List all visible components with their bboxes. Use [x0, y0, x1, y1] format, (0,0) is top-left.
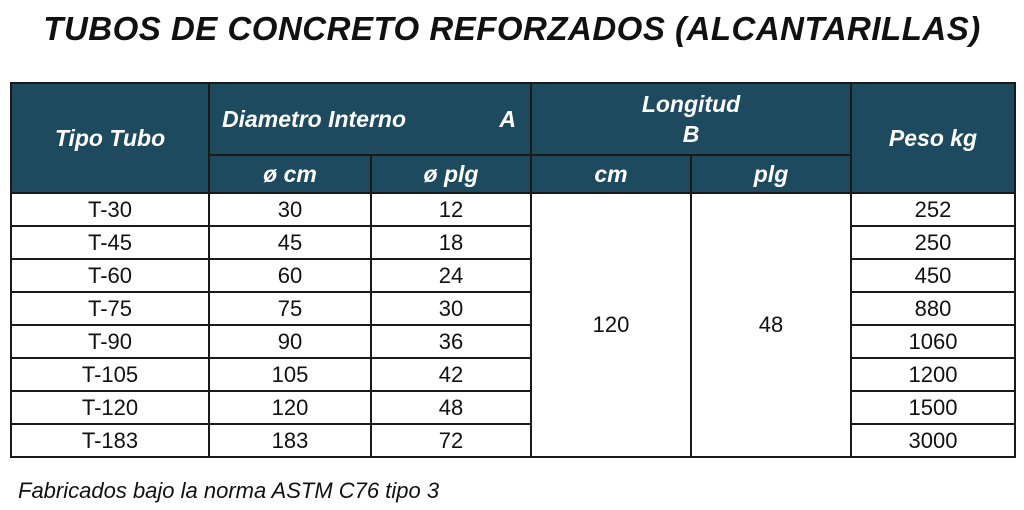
cell-longitud-cm: 120 — [531, 193, 691, 457]
cell-tipo: T-75 — [11, 292, 209, 325]
table-row — [11, 259, 1015, 292]
cell-tipo: T-45 — [11, 226, 209, 259]
cell-diam-plg: 18 — [371, 226, 531, 259]
table-row — [11, 391, 1015, 424]
table-row — [11, 424, 1015, 457]
cell-tipo: T-105 — [11, 358, 209, 391]
cell-diam-cm: 75 — [209, 292, 371, 325]
cell-diam-plg: 42 — [371, 358, 531, 391]
cell-peso: 1200 — [851, 358, 1015, 391]
cell-diam-cm: 90 — [209, 325, 371, 358]
header-tipo-tubo: Tipo Tubo — [11, 83, 209, 193]
cell-diam-plg: 36 — [371, 325, 531, 358]
header-diam-cm: ø cm — [209, 155, 371, 193]
table-row — [11, 358, 1015, 391]
cell-tipo: T-90 — [11, 325, 209, 358]
header-diametro-letter: A — [499, 106, 516, 132]
cell-diam-cm: 105 — [209, 358, 371, 391]
header-long-plg: plg — [691, 155, 851, 193]
cell-longitud-plg: 48 — [691, 193, 851, 457]
cell-diam-plg: 48 — [371, 391, 531, 424]
pipe-spec-table — [10, 82, 1016, 458]
header-diametro-label: Diametro Interno — [222, 106, 407, 132]
cell-diam-plg: 30 — [371, 292, 531, 325]
cell-peso: 1060 — [851, 325, 1015, 358]
table-row — [11, 325, 1015, 358]
header-long-cm: cm — [531, 155, 691, 193]
cell-tipo: T-30 — [11, 193, 209, 226]
cell-peso: 250 — [851, 226, 1015, 259]
header-longitud — [531, 83, 851, 155]
cell-peso: 3000 — [851, 424, 1015, 457]
cell-diam-cm: 45 — [209, 226, 371, 259]
cell-peso: 880 — [851, 292, 1015, 325]
cell-diam-cm: 30 — [209, 193, 371, 226]
header-diametro-interno — [209, 83, 531, 155]
cell-peso: 252 — [851, 193, 1015, 226]
header-diam-plg: ø plg — [371, 155, 531, 193]
cell-diam-cm: 120 — [209, 391, 371, 424]
page-title: TUBOS DE CONCRETO REFORZADOS (ALCANTARILLAS) — [43, 10, 981, 47]
cell-tipo: T-60 — [11, 259, 209, 292]
cell-diam-plg: 12 — [371, 193, 531, 226]
table-row — [11, 226, 1015, 259]
cell-peso: 450 — [851, 259, 1015, 292]
table-row — [11, 292, 1015, 325]
header-longitud-letter: B — [682, 121, 700, 147]
cell-diam-cm: 183 — [209, 424, 371, 457]
cell-tipo: T-183 — [11, 424, 209, 457]
cell-tipo: T-120 — [11, 391, 209, 424]
cell-diam-cm: 60 — [209, 259, 371, 292]
cell-diam-plg: 24 — [371, 259, 531, 292]
table-row — [11, 193, 1015, 226]
header-peso: Peso kg — [851, 83, 1015, 193]
cell-diam-plg: 72 — [371, 424, 531, 457]
header-longitud-label: Longitud — [641, 91, 741, 117]
cell-peso: 1500 — [851, 391, 1015, 424]
footnote: Fabricados bajo la norma ASTM C76 tipo 3 — [18, 478, 440, 503]
